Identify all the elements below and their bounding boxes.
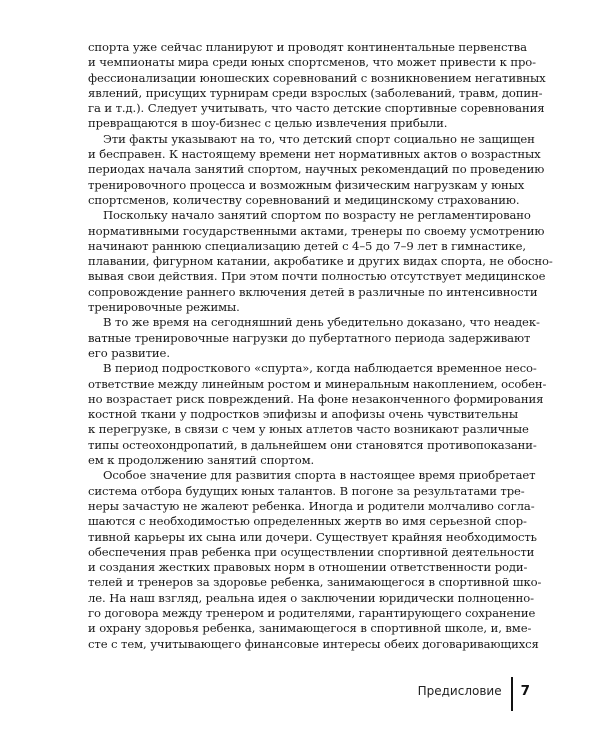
text-line: спортсменов, количеству соревнований и медицинскому страхованию.	[88, 192, 520, 207]
text-line: В период подросткового «спурта», когда наблюдается временное несо-	[103, 361, 537, 376]
running-footer-title: Предисловие	[417, 684, 502, 698]
text-line: сте с тем, учитывающего финансовые интересы обеих договаривающихся	[88, 636, 539, 651]
text-line: В то же время на сегодняшний день убедительно доказано, что неадек-	[103, 315, 540, 330]
text-line: вывая свои действия. При этом почти полностью отсутствует медицинское	[88, 269, 546, 284]
text-line: плавании, фигурном катании, акробатике и других видах спорта, не обосно-	[88, 254, 553, 269]
text-line: го договора между тренером и родителями, гарантирующего сохранение	[88, 605, 536, 620]
paragraph	[88, 131, 545, 208]
text-line: тренировочного процесса и возможным физическим нагрузкам у юных	[88, 177, 525, 192]
text-line: ле. На наш взгляд, реальна идея о заключении юридически полноценно-	[88, 590, 534, 605]
page-footer	[418, 678, 530, 704]
text-line: ответствие между линейным ростом и минеральным накоплением, особен-	[88, 376, 547, 391]
paragraph	[88, 208, 553, 315]
text-line: ем к продолжению занятий спортом.	[88, 453, 315, 468]
text-line: костной ткани у подростков эпифизы и апофизы очень чувствительны	[88, 407, 518, 422]
text-line: и охрану здоровья ребенка, занимающегося в спортивной школе, и, вме-	[88, 621, 532, 636]
text-line: телей и тренеров за здоровье ребенка, занимающегося в спортивной шко-	[88, 575, 542, 590]
text-line: обеспечения прав ребенка при осуществлении спортивной деятельности	[88, 544, 535, 559]
text-line: и бесправен. К настоящему времени нет нормативных актов о возрастных	[88, 147, 541, 162]
text-line: типы остеохондропатий, в дальнейшем они становятся противопоказани-	[88, 437, 537, 452]
paragraph	[88, 468, 542, 652]
text-line: Особое значение для развития спорта в настоящее время приобретает	[103, 468, 536, 483]
text-line: Эти факты указывают на то, что детский спорт социально не защищен	[103, 131, 535, 146]
paragraph	[88, 315, 540, 361]
text-line: шаются с необходимостью определенных жертв во имя серьезной спор-	[88, 514, 527, 529]
text-line: сопровождение раннего включения детей в различные по интенсивности	[88, 284, 538, 299]
text-line: но возрастает риск повреждений. На фоне незаконченного формирования	[88, 391, 544, 406]
text-line: Поскольку начало занятий спортом по возрасту не регламентировано	[103, 208, 531, 223]
text-line: начинают раннюю специализацию детей с 4–5 до 7–9 лет в гимнастике,	[88, 238, 526, 253]
text-line: спорта уже сейчас планируют и проводят континентальные первенства	[88, 40, 527, 54]
page-number: 7	[520, 683, 530, 699]
text-line: явлений, присущих турнирам среди взрослых (заболеваний, травм, допин-	[88, 85, 543, 100]
text-line: ватные тренировочные нагрузки до пубертатного периода задерживают	[88, 330, 531, 345]
paragraph	[88, 40, 546, 132]
text-line: к перегрузке, в связи с чем у юных атлетов часто возникают различные	[88, 422, 529, 437]
text-line: периодах начала занятий спортом, научных рекомендаций по проведению	[88, 162, 545, 177]
text-line: превращаются в шоу-бизнес с целью извлечения прибыли.	[88, 116, 448, 131]
text-line: и создания жестких правовых норм в отношении ответственности роди-	[88, 560, 528, 575]
text-line: тренировочные режимы.	[88, 300, 240, 315]
text-line: его развитие.	[88, 345, 170, 360]
text-line: и чемпионаты мира среди юных спортсменов, что может привести к про-	[88, 55, 536, 70]
text-line: га и т.д.). Следует учитывать, что часто детские спортивные соревнования	[88, 101, 545, 116]
text-line: система отбора будущих юных талантов. В погоне за результатами тре-	[88, 483, 525, 498]
paragraph	[88, 361, 547, 468]
text-line: нормативными государственными актами, тренеры по своему усмотрению	[88, 223, 545, 238]
text-line: фессионализации юношеских соревнований с возникновением негативных	[88, 70, 546, 85]
page-body	[88, 40, 553, 652]
text-line: тивной карьеры их сына или дочери. Существует крайняя необходимость	[88, 529, 537, 544]
text-line: неры зачастую не жалеют ребенка. Иногда и родители молчаливо согла-	[88, 498, 535, 513]
